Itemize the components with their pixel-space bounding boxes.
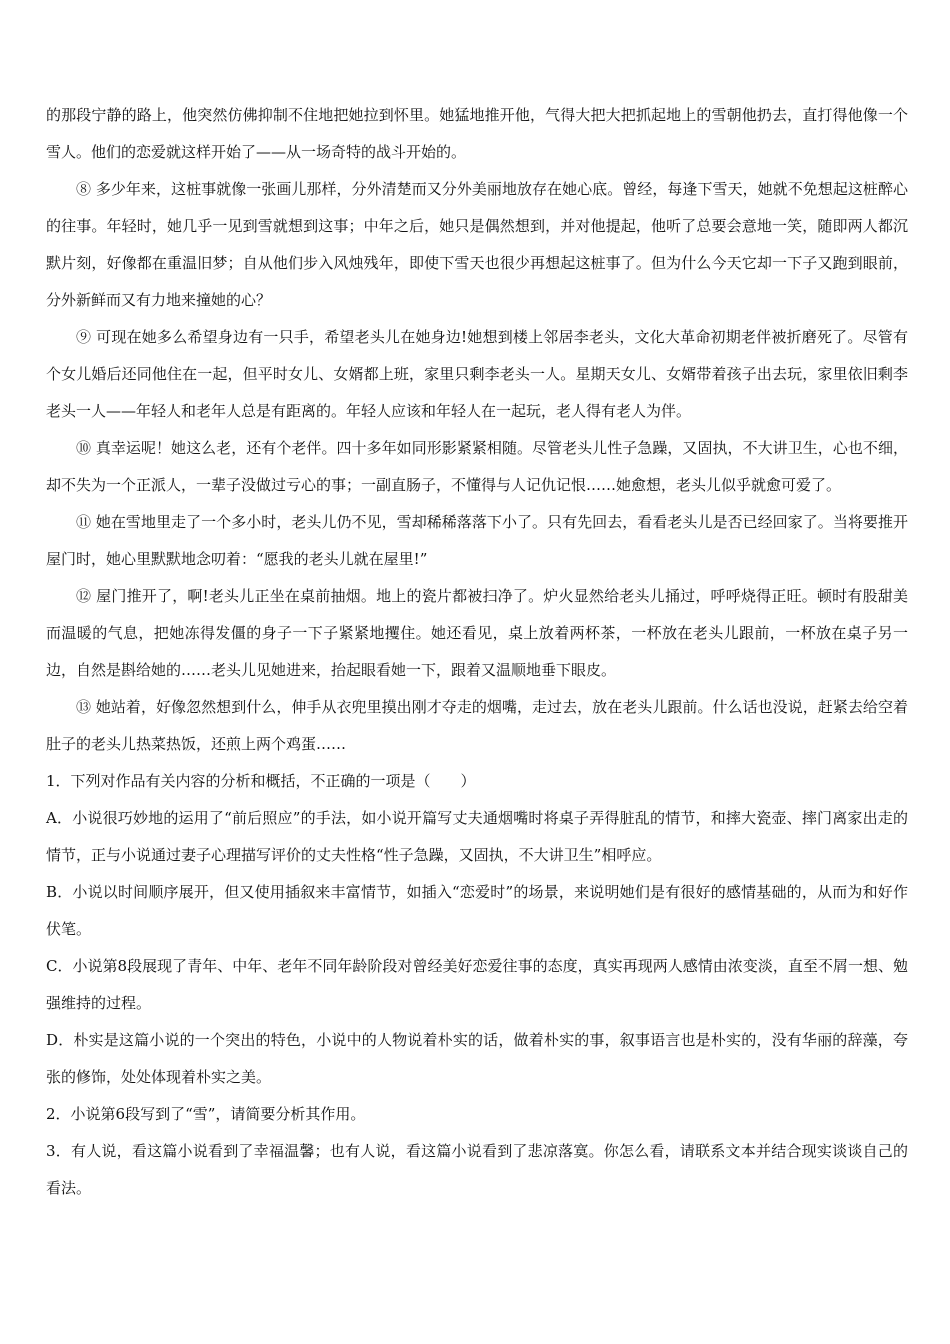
question-1-option-b: B．小说以时间顺序展开，但又使用插叙来丰富情节，如插入“恋爱时”的场景，来说明她们是有很好的感情基础的，从而为和好作伏笔。	[46, 883, 908, 938]
question-3: 3．有人说，看这篇小说看到了幸福温馨；也有人说，看这篇小说看到了悲凉落寞。你怎么看，请联系文本并结合现实谈谈自己的看法。	[46, 1142, 908, 1197]
question-1-option-d: D．朴实是这篇小说的一个突出的特色，小说中的人物说着朴实的话，做着朴实的事，叙事语言也是朴实的，没有华丽的辞藻，夸张的修饰，处处体现着朴实之美。	[46, 1031, 908, 1086]
question-1: 1．下列对作品有关内容的分析和概括，不正确的一项是（ ）	[46, 772, 476, 790]
paragraph-10: ⑩ 真幸运呢！她这么老，还有个老伴。四十多年如同形影紧紧相随。尽管老头儿性子急躁，又固执，不大讲卫生，心也不细，却不失为一个正派人，一辈子没做过亏心的事；一副直肠子，不懂得与人记仇记恨……她愈想，老头儿似乎就愈可爱了。	[46, 439, 908, 494]
paragraph-13: ⑬ 她站着，好像忽然想到什么，伸手从衣兜里摸出刚才夺走的烟嘴，走过去，放在老头儿跟前。什么话也没说，赶紧去给空着肚子的老头儿热菜热饭，还煎上两个鸡蛋……	[46, 698, 908, 753]
question-2: 2．小说第6段写到了“雪”，请简要分析其作用。	[46, 1105, 366, 1123]
paragraph-11: ⑪ 她在雪地里走了一个多小时，老头儿仍不见，雪却稀稀落落下小了。只有先回去，看看老头儿是否已经回家了。当将要推开屋门时，她心里默默地念叨着：“愿我的老头儿就在屋里!”	[46, 513, 908, 568]
paragraph-12: ⑫ 屋门推开了，啊!老头儿正坐在桌前抽烟。地上的瓷片都被扫净了。炉火显然给老头儿捅过，呼呼烧得正旺。顿时有股甜美而温暖的气息，把她冻得发僵的身子一下子紧紧地攫住。她还看见，桌上放着两杯茶，一杯放在老头儿跟前，一杯放在桌子另一边，自然是斟给她的……老头儿见她进来，抬起眼看她一下，跟着又温顺地垂下眼皮。	[46, 587, 908, 679]
paragraph-continued: 的那段宁静的路上，他突然仿佛抑制不住地把她拉到怀里。她猛地推开他，气得大把大把抓起地上的雪朝他扔去，直打得他像一个雪人。他们的恋爱就这样开始了——从一场奇特的战斗开始的。	[46, 106, 908, 161]
paragraph-8: ⑧ 多少年来，这桩事就像一张画儿那样，分外清楚而又分外美丽地放存在她心底。曾经，每逢下雪天，她就不免想起这桩醉心的往事。年轻时，她几乎一见到雪就想到这事；中年之后，她只是偶然想到，并对他提起，他听了总要会意地一笑，随即两人都沉默片刻，好像都在重温旧梦；自从他们步入风烛残年，即使下雪天也很少再想起这桩事了。但为什么今天它却一下子又跑到眼前，分外新鲜而又有力地来撞她的心？	[46, 180, 908, 309]
document-body	[46, 97, 908, 1207]
question-1-option-c: C．小说第8段展现了青年、中年、老年不同年龄阶段对曾经美好恋爱往事的态度，真实再现两人感情由浓变淡，直至不屑一想、勉强维持的过程。	[46, 957, 908, 1012]
paragraph-9: ⑨ 可现在她多么希望身边有一只手，希望老头儿在她身边!她想到楼上邻居李老头，文化大革命初期老伴被折磨死了。尽管有个女儿婚后还同他住在一起，但平时女儿、女婿都上班，家里只剩李老头一人。星期天女儿、女婿带着孩子出去玩，家里依旧剩李老头一人——年轻人和老年人总是有距离的。年轻人应该和年轻人在一起玩，老人得有老人为伴。	[46, 328, 908, 420]
question-1-option-a: A．小说很巧妙地的运用了“前后照应”的手法，如小说开篇写丈夫通烟嘴时将桌子弄得脏乱的情节，和摔大瓷壶、摔门离家出走的情节，正与小说通过妻子心理描写评价的丈夫性格“性子急躁，又固执，不大讲卫生”相呼应。	[46, 809, 908, 864]
